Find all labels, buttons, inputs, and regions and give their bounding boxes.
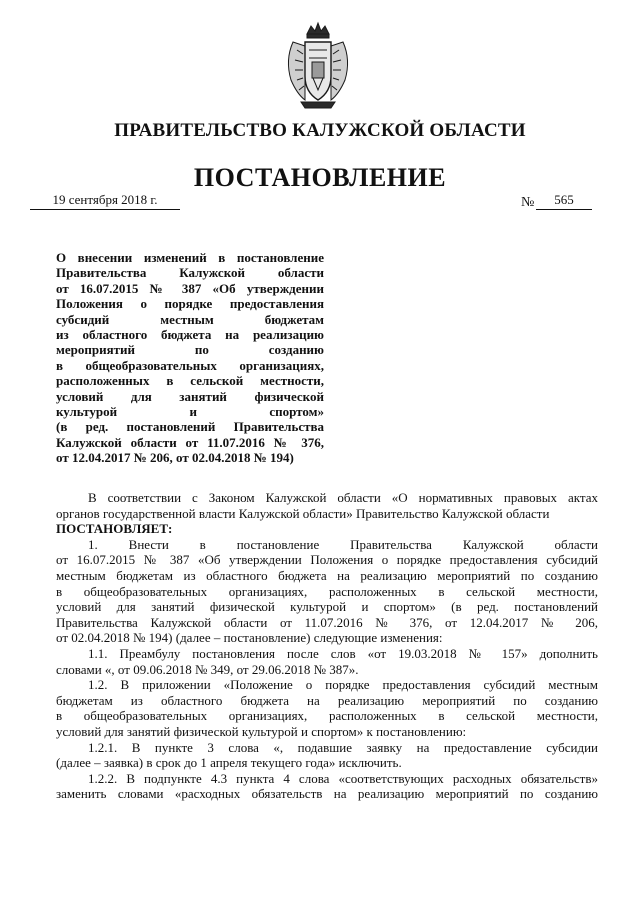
body-line: в общеобразовательных организациях, расположенных в сельской местности,: [56, 583, 598, 599]
subject-line: субсидий местным бюджетам: [56, 311, 324, 327]
body-line: 1.2.1. В пункте 3 слова «, подавшие заявку на предоставление субсидии: [88, 739, 598, 755]
body-line: 1.1. Преамбулу постановления после слов «от 19.03.2018 № 157» дополнить: [88, 645, 598, 661]
paragraph-1-2-2: [56, 771, 598, 802]
subject-line: О внесении изменений в постановление: [56, 250, 324, 265]
subject-line: от 12.04.2017 № 206, от 02.04.2018 № 194): [56, 450, 294, 466]
subject-line: условий для занятий физической: [56, 388, 324, 404]
body-line: в общеобразовательных организациях, расположенных в сельской местности,: [56, 708, 598, 724]
coat-of-arms-icon: [283, 20, 353, 110]
body-line: условий для занятий физической культурой и спортом» (в ред. постановлений: [56, 599, 598, 615]
body-line: условий для занятий физической культурой и спортом» к постановлению:: [56, 723, 467, 739]
paragraph-1-2-1: [56, 740, 598, 771]
subject-line: Калужской области от 11.07.2016 № 376,: [56, 434, 324, 450]
document-date: 19 сентября 2018 г.: [30, 192, 180, 210]
body-line: (далее – заявка) в срок до 1 апреля текущего года» исключить.: [56, 755, 402, 771]
resolves-heading: ПОСТАНОВЛЯЕТ:: [56, 521, 173, 537]
subject-line: от 16.07.2015 № 387 «Об утверждении: [56, 280, 324, 296]
body-line: от 16.07.2015 № 387 «Об утверждении Положения о порядке предоставления субсидий: [56, 552, 598, 568]
document-type: ПОСТАНОВЛЕНИЕ: [193, 163, 447, 192]
body-line: заменить словами «расходных обязательств на реализацию мероприятий по созданию: [56, 786, 598, 802]
intro-paragraph: [56, 490, 598, 521]
document-subject: [56, 250, 324, 466]
paragraph-1: [56, 537, 598, 646]
subject-line: расположенных в сельской местности,: [56, 373, 324, 389]
subject-line: в общеобразовательных организациях,: [56, 357, 324, 373]
document-number: 565: [536, 192, 592, 210]
body-line: 1.2.2. В подпункте 4.3 пункта 4 слова «соответствующих расходных обязательств»: [88, 770, 598, 786]
body-line: органов государственной власти Калужской области» Правительство Калужской области: [56, 505, 550, 521]
body-line: 1. Внести в постановление Правительства Калужской области: [88, 536, 598, 552]
body-line: В соответствии с Законом Калужской области «О нормативных правовых актах: [88, 490, 598, 505]
subject-line: культурой и спортом»: [56, 404, 324, 420]
subject-line: мероприятий по созданию: [56, 342, 324, 358]
body-line: 1.2. В приложении «Положение о порядке предоставления субсидий местным: [88, 677, 598, 693]
body-line: от 02.04.2018 № 194) (далее – постановление) следующие изменения:: [56, 630, 443, 646]
subject-line: Положения о порядке предоставления: [56, 296, 324, 312]
subject-line: (в ред. постановлений Правительства: [56, 419, 324, 435]
subject-line: Правительства Калужской области: [56, 265, 324, 281]
body-line: бюджетам из областного бюджета на реализацию мероприятий по созданию: [56, 692, 598, 708]
paragraph-1-1: [56, 646, 598, 677]
document-body: [56, 490, 598, 802]
paragraph-1-2: [56, 677, 598, 739]
number-label: №: [521, 195, 535, 210]
subject-line: из областного бюджета на реализацию: [56, 327, 324, 343]
body-line: словами «, от 09.06.2018 № 349, от 29.06.2018 № 387».: [56, 661, 359, 677]
government-title: ПРАВИТЕЛЬСТВО КАЛУЖСКОЙ ОБЛАСТИ: [114, 120, 526, 141]
body-line: Правительства Калужской области от 11.07.2016 № 376, от 12.04.2017 № 206,: [56, 614, 598, 630]
body-line: местным бюджетам из областного бюджета на реализацию мероприятий по созданию: [56, 567, 598, 583]
